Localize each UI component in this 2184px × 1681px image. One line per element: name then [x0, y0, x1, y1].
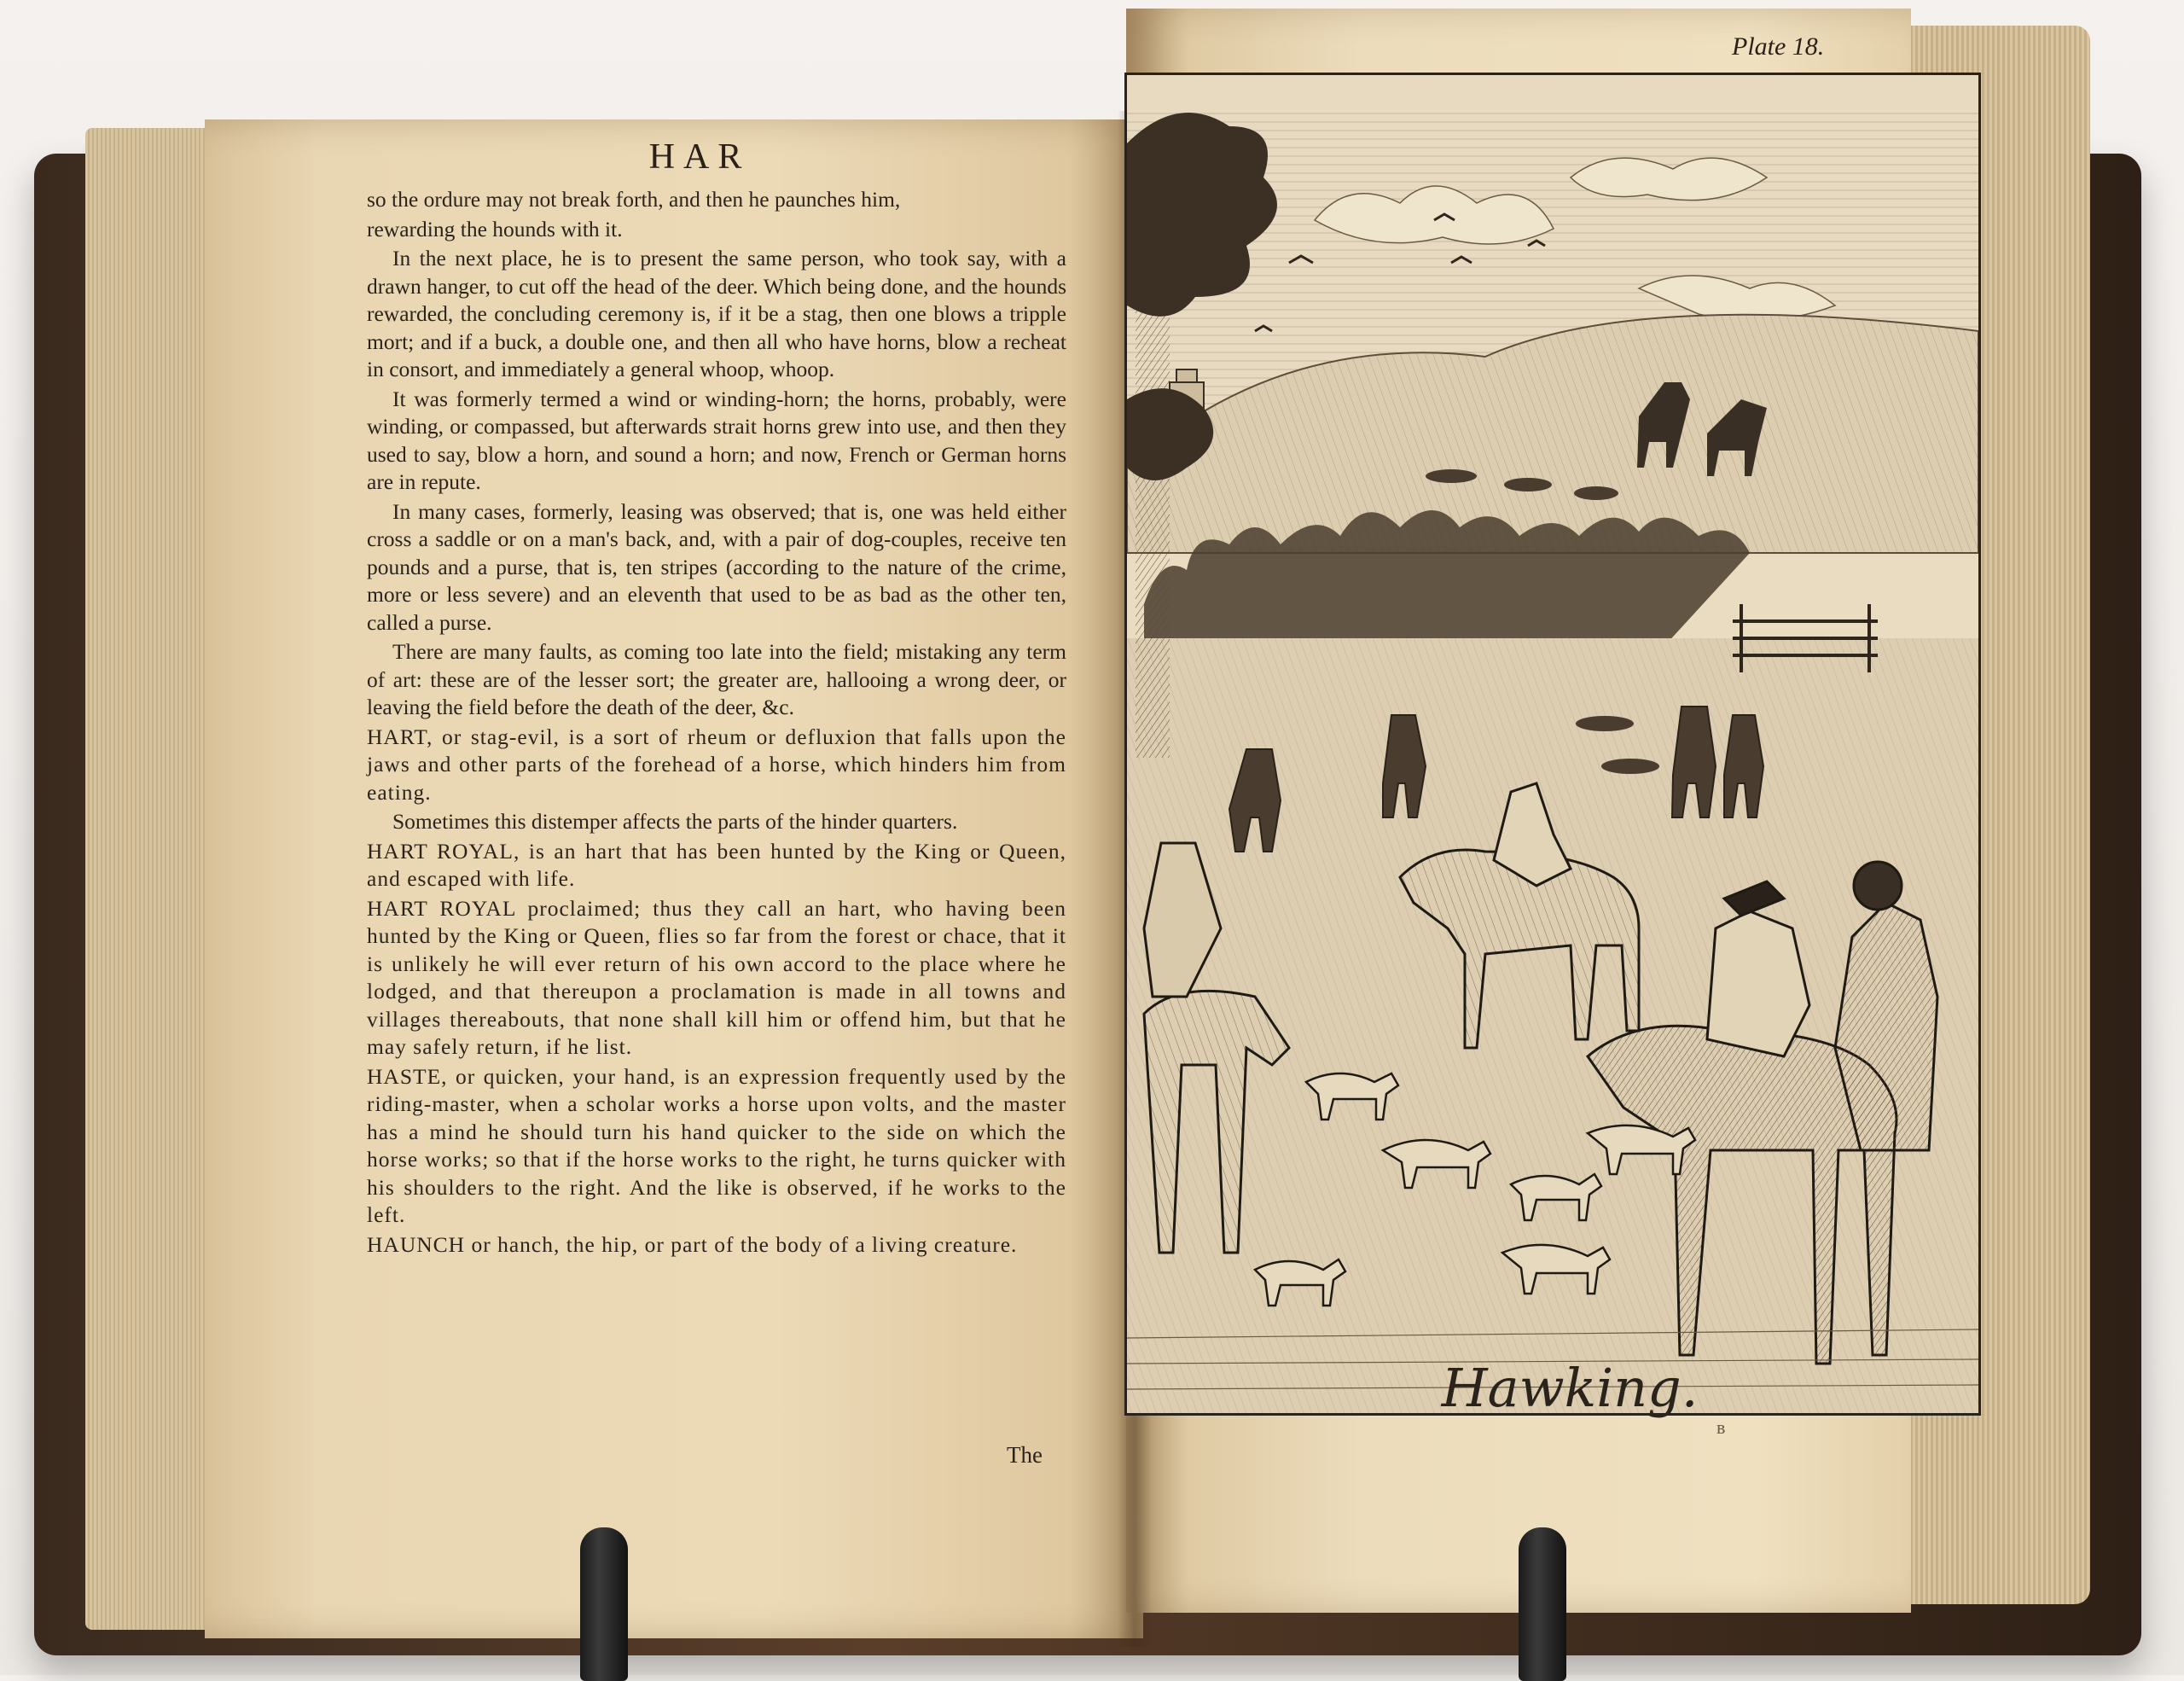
engraving-plate [1124, 73, 1981, 1416]
entry-haste: HASTE, or quicken, your hand, is an expression frequently used by the riding-master, when a scholar works a horse upon volts, and the master has a mind he should turn his hand quicker to the side on which the horse works; so that if the horse works to the right, he turns quicker with his shoulders to the right. And the like is observed, if he works to the left. [367, 1063, 1066, 1227]
plate-number: Plate 18. [1732, 32, 1825, 61]
entry-hart-royal: HART ROYAL, is an hart that has been hunted by the King or Queen, and escaped with life. [367, 838, 1066, 891]
paragraph: In many cases, formerly, leasing was observed; that is, one was held either cross a saddle or on a man's back, and, with a pair of dog-couples, receive ten pounds and a purse, that is, ten stripes (according to the nature of the crime, more or less severe) and an eleventh that used to be as bad as the other ten, called a purse. [367, 498, 1066, 635]
paragraph: It was formerly termed a wind or winding-horn; the horns, probably, were winding, or compassed, but afterwards strait horns grew into use, and then they used to say, blow a horn, and sound a horn; and now, French or German horns are in repute. [367, 386, 1066, 494]
page-edges-left [85, 128, 213, 1630]
catchword: The [1007, 1442, 1043, 1468]
entry-hart-royal-proclaimed: HART ROYAL proclaimed; thus they call an hart, who having been hunted by the King or Queen, flies so far from the forest or chace, that it is unlikely he will ever return of his own accord to the place where he lodged, and that thereupon a proclamation is made in all towns and villages thereabouts, that none shall kill him or offend him, but that he may safely return, if he list. [367, 895, 1066, 1059]
text-line: rewarding the hounds with it. [367, 216, 623, 241]
paragraph: Sometimes this distemper affects the parts of the hinder quarters. [392, 809, 958, 834]
paragraph: There are many faults, as coming too late into the field; mistaking any term of art: these are of the lesser sort; the greater are, hallooing a wrong deer, or leaving the field before the death of the deer, &c. [367, 639, 1066, 719]
entry-hart: HART, or stag-evil, is a sort of rheum or defluxion that falls upon the jaws and other parts of the forehead of a horse, which hinders him from eating. [367, 724, 1066, 805]
paragraph: In the next place, he is to present the same person, who took say, with a drawn hanger, to cut off the head of the deer. Which being done, and the hounds rewarded, the concluding ceremony is, if it be a stag, then one blows a tripple mort; and if a buck, a double one, and then all who have horns, blow a recheat in consort, and immediately a general whoop, whoop. [367, 246, 1066, 381]
book-stand-left [580, 1527, 628, 1681]
running-head: HAR [648, 137, 751, 177]
plate-caption: Hawking. [1441, 1357, 1699, 1419]
hawking-engraving [1127, 75, 1978, 1413]
left-page-text [367, 186, 1066, 1260]
page-mark: ʙ [1716, 1416, 1726, 1438]
entry-haunch: HAUNCH or hanch, the hip, or part of the body of a living creature. [367, 1231, 1018, 1257]
text-line: so the ordure may not break forth, and then he paunches him, [367, 187, 901, 212]
book-stand-right [1519, 1527, 1566, 1681]
